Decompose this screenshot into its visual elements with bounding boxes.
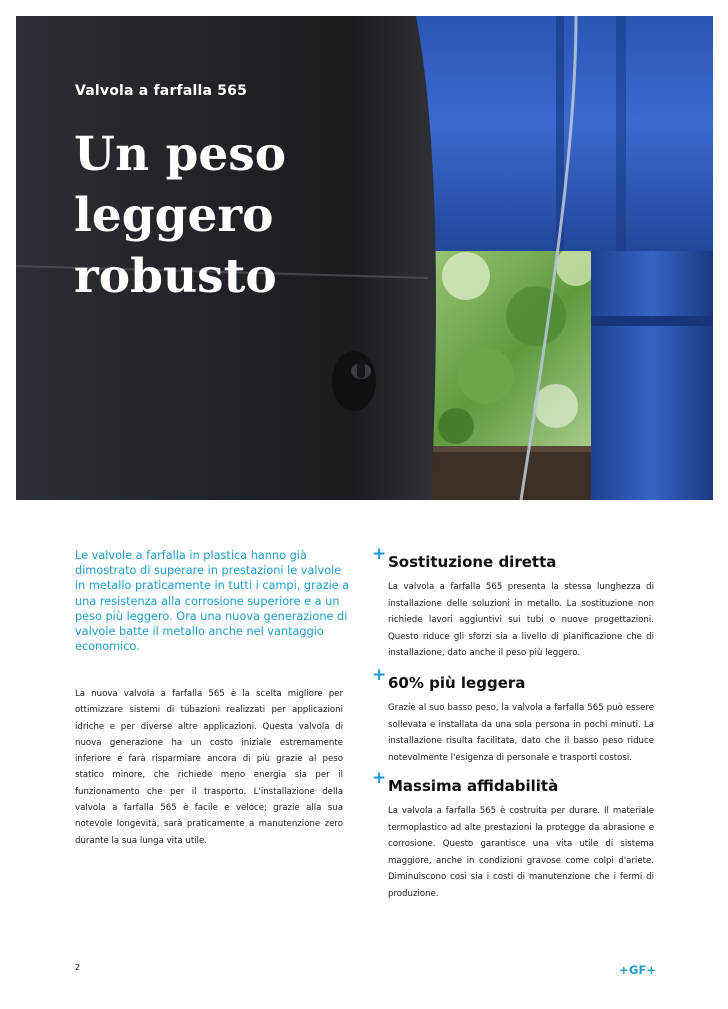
product-kicker: Valvola a farfalla 565 [75,83,248,99]
plus-icon: + [372,768,387,788]
feature-text: La valvola a farfalla 565 è costruita per durare. Il materiale termoplastico ad alte prestazioni la protegge da abrasione e corrosione. Questo garantisce una vita utile di sistema maggiore, anche in condizioni gravose come colpi d'ariete. Diminuiscono così sia i costi di manutenzione che i fermi di produzione. [388,806,654,899]
page-title: Un peso leggero robusto [74,127,287,304]
feature-text: Grazie al suo basso peso, la valvola a farfalla 565 può essere sollevata e installata da una sola persona in pochi minuti. La installazione risulta facilitata, dato che il basso peso riduce notevolmente l'esigenza di personale e trasporti costosi. [388,703,654,763]
plus-icon: + [372,665,387,685]
page-number: 2 [75,963,81,972]
feature-title: Massima affidabilità [388,777,559,795]
feature-text: La valvola a farfalla 565 presenta la stessa lunghezza di installazione delle soluzioni in metallo. La sostituzione non richiede lavori aggiuntivi sui tubi o nuove progettazioni. Questo riduce gli sforzi sia a livello di pianificazione che di installazione, dato anche il peso più leggero. [388,582,654,658]
intro-paragraph: Le valvole a farfalla in plastica hanno già dimostrato di superare in prestazioni le valvole in metallo praticamente in tutti i campi, grazie a una resistenza alla corrosione superiore e a un peso più leggero. Ora una nuova generazione di valvole batte il metallo anche nel vantaggio economico. [75,549,350,654]
body-paragraph: La nuova valvola a farfalla 565 è la scelta migliore per ottimizzare sistemi di tubazioni realizzati per applicazioni idriche e per diverse altre applicazioni. Questa valvola di nuova generazione ha un costo iniziale estremamente inferiore e farà risparmiare ancora di più grazie al peso statico minore, che richiede meno energia sia per il funzionamento che per il trasporto. L'installazione della valvola a farfalla 565 è facile e veloce; grazie alla sua notevole longevità, sarà praticamente a manutenzione zero durante la sua lunga vita utile. [75,689,343,846]
gf-logo: +GF+ [619,963,657,977]
feature-title: 60% più leggera [388,674,526,692]
feature-reliability [372,768,654,902]
plus-icon: + [372,544,387,564]
feature-title: Sostituzione diretta [388,553,557,571]
feature-direct-replacement [372,544,654,662]
hero-image [16,16,713,500]
feature-lighter [372,665,654,766]
